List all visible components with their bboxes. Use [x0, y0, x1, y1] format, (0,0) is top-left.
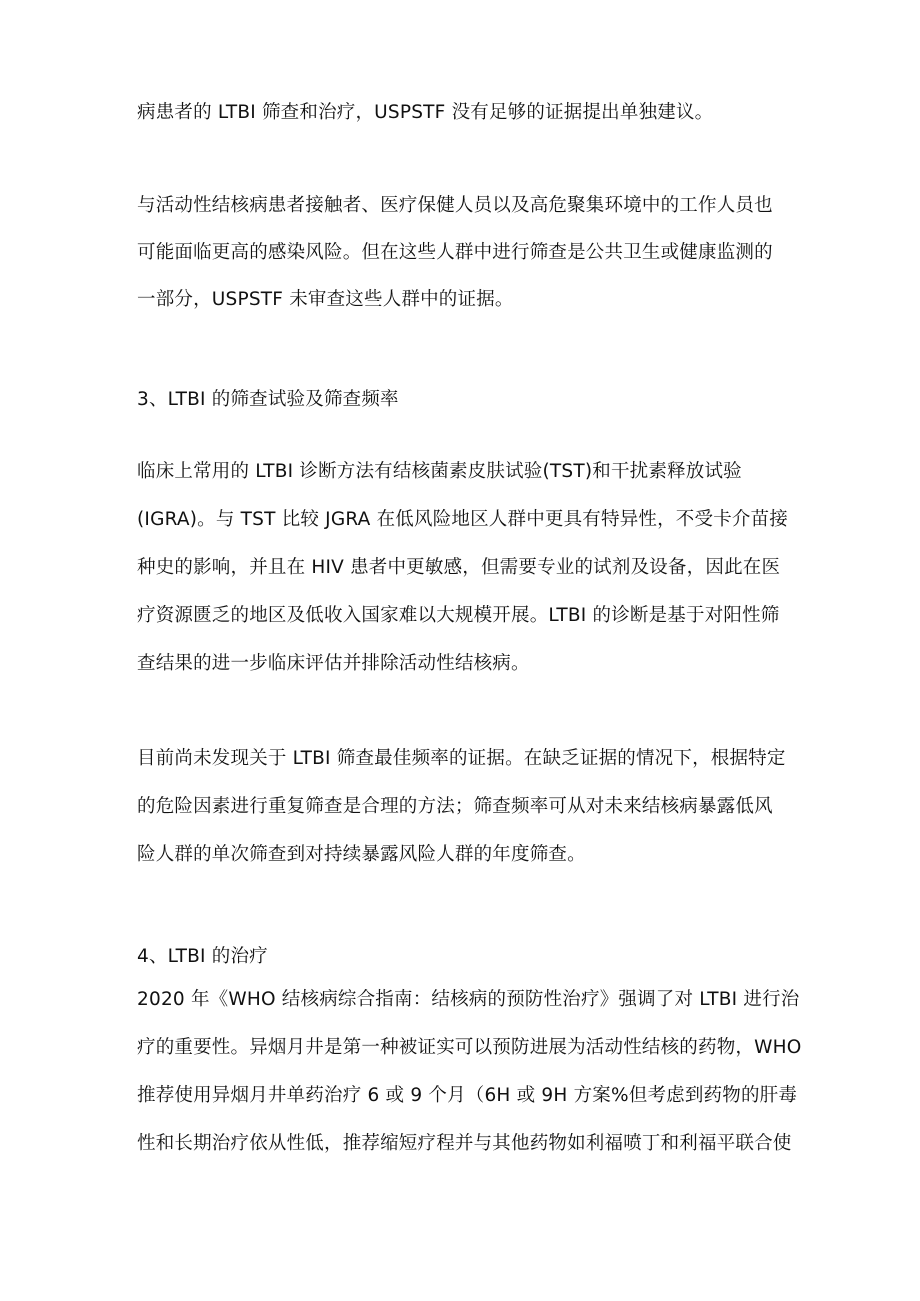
paragraph-line: 一部分，USPSTF 未审查这些人群中的证据。 [137, 289, 514, 310]
paragraph-line: 2020 年《WHO 结核病综合指南：结核病的预防性治疗》强调了对 LTBI 进行治 [137, 989, 800, 1010]
section-heading-4: 4、LTBI 的治疗 [137, 946, 268, 967]
paragraph-line: 推荐使用异烟月井单药治疗 6 或 9 个月（6H 或 9H 方案%但考虑到药物的肝毒 [137, 1085, 798, 1106]
paragraph-line: 目前尚未发现关于 LTBI 筛查最佳频率的证据。在缺乏证据的情况下，根据特定 [137, 748, 786, 769]
paragraph-line: 的危险因素进行重复筛查是合理的方法；筛查频率可从对未来结核病暴露低风 [137, 796, 773, 817]
paragraph-line: 种史的影响，并且在 HIV 患者中更敏感，但需要专业的试剂及设备，因此在医 [137, 557, 781, 578]
paragraph-line: 疗的重要性。异烟月井是第一种被证实可以预防进展为活动性结核的药物，WHO [137, 1037, 802, 1058]
paragraph-line: 查结果的进一步临床评估并排除活动性结核病。 [137, 653, 530, 674]
paragraph-line: 病患者的 LTBI 筛查和治疗，USPSTF 没有足够的证据提出单独建议。 [137, 102, 714, 123]
paragraph-line: 临床上常用的 LTBI 诊断方法有结核菌素皮肤试验(TST)和干扰素释放试验 [137, 461, 742, 482]
section-heading-3: 3、LTBI 的筛查试验及筛查频率 [137, 389, 399, 410]
paragraph-line: 与活动性结核病患者接触者、医疗保健人员以及高危聚集环境中的工作人员也 [137, 195, 773, 216]
paragraph-line: 险人群的单次筛查到对持续暴露风险人群的年度筛查。 [137, 844, 586, 865]
paragraph-line: 可能面临更高的感染风险。但在这些人群中进行筛查是公共卫生或健康监测的 [137, 242, 773, 263]
paragraph-line: 性和长期治疗依从性低，推荐缩短疗程并与其他药物如利福喷丁和利福平联合使 [137, 1133, 792, 1154]
paragraph-line: 疗资源匮乏的地区及低收入国家难以大规模开展。LTBI 的诊断是基于对阳性筛 [137, 605, 780, 626]
paragraph-line: (IGRA)。与 TST 比较 JGRA 在低风险地区人群中更具有特异性，不受卡介苗接 [137, 509, 789, 530]
